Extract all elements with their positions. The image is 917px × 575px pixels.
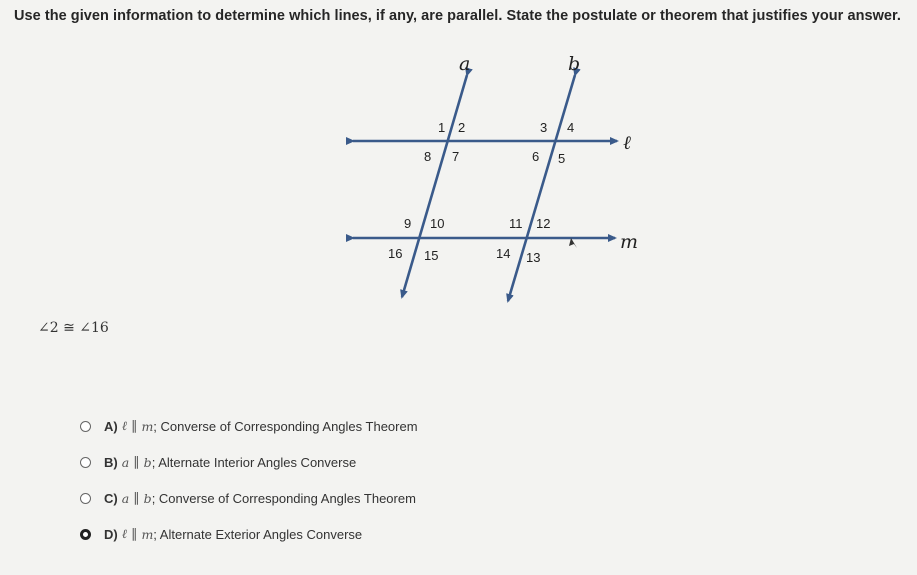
angle-label-6: 6 (532, 149, 540, 164)
angle-label-15: 15 (424, 248, 439, 263)
angle-label-2: 2 (458, 120, 466, 135)
choice-a-line-1: ℓ (121, 418, 127, 433)
parallel-lines-diagram (340, 45, 660, 310)
angle-label-8: 8 (424, 149, 432, 164)
choice-c-letter: C) (104, 490, 118, 506)
angle-label-9: 9 (404, 216, 412, 231)
choice-c-line-1: a (121, 490, 130, 506)
choice-c-line-2: b (143, 490, 152, 506)
choice-b[interactable] (80, 452, 356, 472)
choice-a-letter: A) (104, 418, 118, 434)
radio-c[interactable] (80, 493, 91, 504)
parallel-symbol: ∥ (130, 418, 138, 433)
angle-label-13: 13 (526, 250, 541, 265)
angle-label-12: 12 (536, 216, 551, 231)
choice-b-line-1: a (121, 454, 130, 470)
radio-a[interactable] (80, 421, 91, 432)
angle-label-16: 16 (388, 246, 403, 261)
choice-c[interactable] (80, 488, 416, 508)
radio-b[interactable] (80, 457, 91, 468)
angle-label-14: 14 (496, 246, 511, 261)
parallel-symbol: ∥ (130, 526, 138, 541)
question-instructions: Use the given information to determine which lines, if any, are parallel. State the postulate or theorem that justifies your answer. (14, 8, 902, 24)
choice-d-letter: D) (104, 526, 118, 542)
choice-c-reason: ; Converse of Corresponding Angles Theorem (151, 490, 416, 506)
line-label-l: ℓ (623, 132, 631, 154)
choice-d-line-2: m (141, 526, 154, 542)
angle-label-10: 10 (430, 216, 445, 231)
choice-a-line-2: m (141, 418, 154, 434)
line-b (508, 75, 575, 301)
angle-label-5: 5 (558, 151, 566, 166)
parallel-symbol: ∥ (133, 490, 140, 505)
choice-a[interactable] (80, 416, 418, 436)
line-label-a: a (459, 53, 471, 75)
line-a (402, 75, 467, 297)
choice-d-reason: ; Alternate Exterior Angles Converse (153, 526, 363, 542)
choice-a-reason: ; Converse of Corresponding Angles Theorem (153, 418, 418, 434)
parallel-symbol: ∥ (133, 454, 140, 469)
radio-d-selected[interactable] (80, 529, 91, 540)
line-label-m: m (620, 231, 639, 253)
angle-label-3: 3 (540, 120, 548, 135)
given-statement: ∠2 ≅ ∠16 (38, 320, 109, 336)
choice-b-reason: ; Alternate Interior Angles Converse (151, 454, 357, 470)
choice-b-line-2: b (143, 454, 152, 470)
cursor-mark (569, 238, 577, 248)
line-label-b: b (568, 53, 581, 75)
angle-label-4: 4 (567, 120, 575, 135)
angle-label-1: 1 (438, 120, 446, 135)
choice-d[interactable] (80, 524, 362, 544)
angle-label-7: 7 (452, 149, 460, 164)
choice-d-line-1: ℓ (121, 526, 127, 541)
choice-b-letter: B) (104, 454, 118, 470)
angle-label-11: 11 (509, 216, 523, 231)
